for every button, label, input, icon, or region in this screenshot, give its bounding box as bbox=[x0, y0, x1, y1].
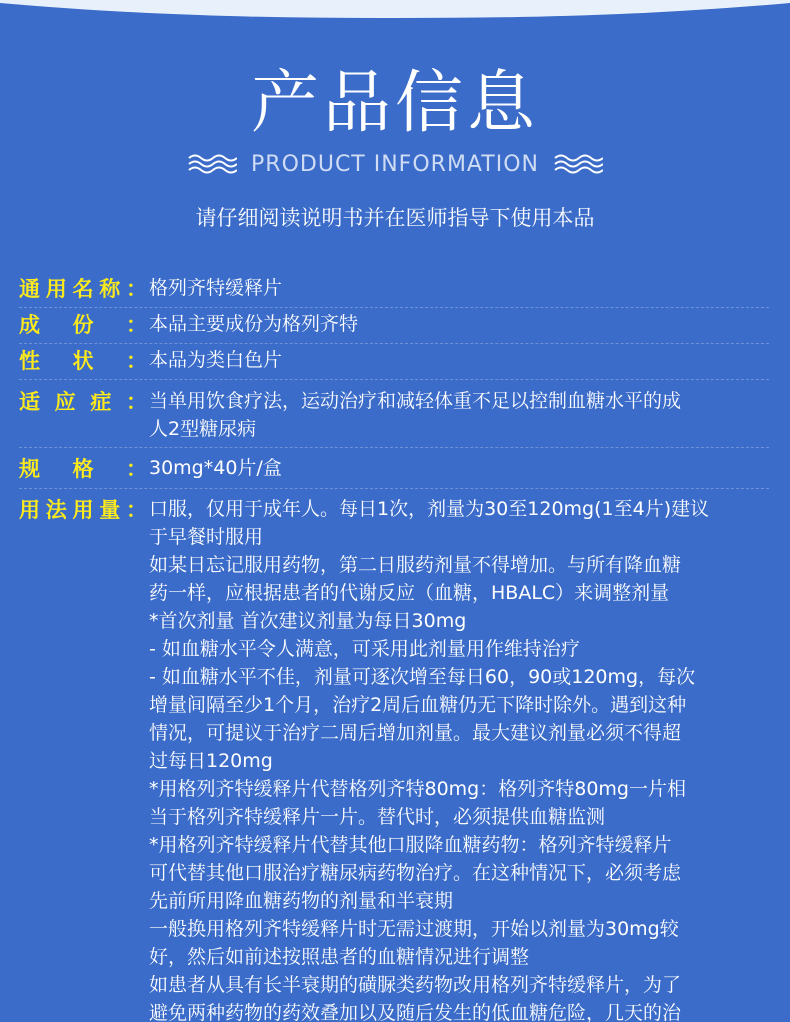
row-label: 通 用 名 称 ： bbox=[19, 277, 147, 301]
row-value: 当单用饮食疗法，运动治疗和减轻体重不足以控制血糖水平的成 人2型糖尿病 bbox=[149, 390, 682, 440]
row-label: 成 份 ： bbox=[19, 313, 147, 337]
usage-notice: 请仔细阅读说明书并在医师指导下使用本品 bbox=[195, 206, 595, 230]
row-label: 适 应 症 ： bbox=[19, 390, 147, 414]
row-value: 本品为类白色片 bbox=[149, 349, 283, 371]
row-generic-name bbox=[19, 272, 769, 308]
row-appearance bbox=[19, 344, 769, 380]
page-subtitle: PRODUCT INFORMATION bbox=[251, 151, 539, 177]
page-title: 产品信息 bbox=[250, 64, 539, 143]
row-label: 规 格 ： bbox=[19, 457, 147, 481]
row-value: 口服，仅用于成年人。每日1次，剂量为30至120mg(1至4片)建议 于早餐时服用 如某日忘记服用药物，第二日服药剂量不得增加。与所有降血糖 药一样，应根据患者的代谢反应（血糖，HBALC）来调整剂量 *首次剂量 首次建议剂量为每日30mg - 如血糖水平令人满意，可采用此剂量用作维持治疗 - 如血糖水平不佳，剂量可逐次增至每日60，90或120mg，每次 增量间隔至少1个月，治疗2周后血糖仍无下降时除外。遇到这种 情况，可提议于治疗二周后增加剂量。最大建议剂量必须不得超 过每日120mg *用格列齐特缓释片代替格列齐特80mg：格列齐特80mg一片相 当于格列齐特缓释片一片。替代时，必须提供血糖监测 *用格列齐特缓释片代替其他口服降血糖药物：格列齐特缓释片 可代替其他口服治疗糖尿病药物治疗。在这种情况下，必须考虑 先前所用降血糖药物的剂量和半衰期 一般换用格列齐特缓释片时无需过渡期，开始以剂量为30mg较 好，然后如前述按照患者的血糖情况进行调整 如患者从具有长半衰期的磺脲类药物改用格列齐特缓释片，为了 避免两种药物的药效叠加以及随后发生的低血糖危险，几天的治 bbox=[149, 498, 710, 1022]
row-label: 用 法 用 量 ： bbox=[19, 498, 147, 522]
info-table bbox=[19, 272, 769, 1022]
subtitle-row bbox=[0, 150, 790, 178]
row-value: 格列齐特缓释片 bbox=[149, 277, 283, 299]
row-label: 性 状 ： bbox=[19, 349, 147, 373]
wave-icon bbox=[187, 153, 237, 175]
row-specification bbox=[19, 448, 769, 489]
top-wave-decoration bbox=[0, 0, 790, 18]
row-dosage bbox=[19, 489, 769, 1022]
row-value: 本品主要成份为格列齐特 bbox=[149, 313, 359, 335]
row-ingredients bbox=[19, 308, 769, 344]
row-indications bbox=[19, 380, 769, 448]
row-value: 30mg*40片/盒 bbox=[149, 457, 282, 479]
wave-icon bbox=[553, 153, 603, 175]
